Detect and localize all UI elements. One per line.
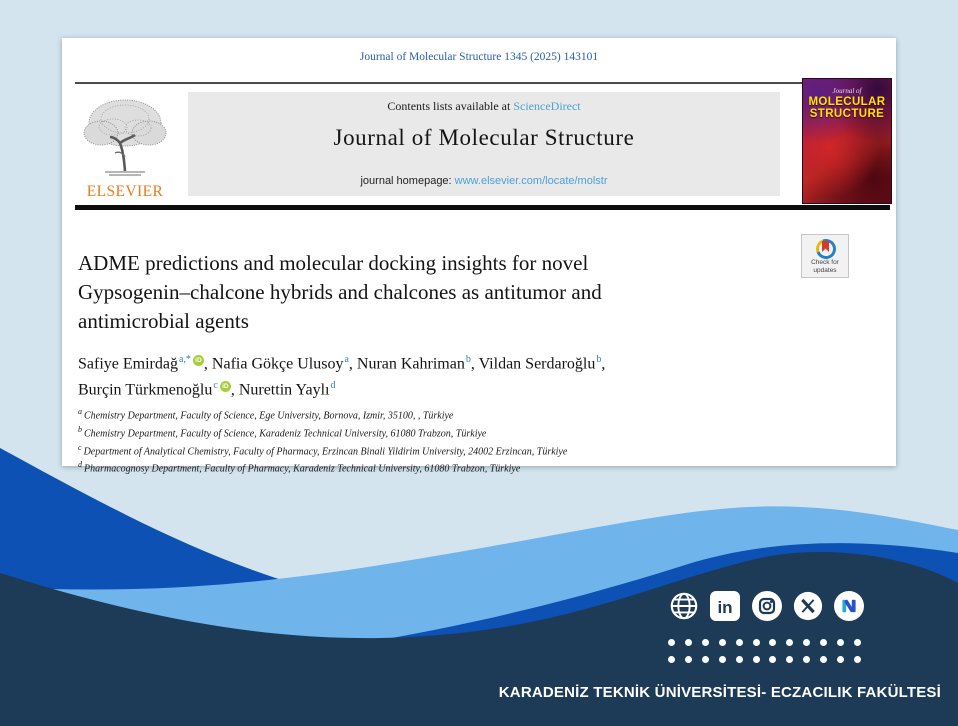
dot (685, 656, 692, 663)
dots-grid (668, 639, 861, 663)
linkedin-icon[interactable] (708, 589, 742, 623)
globe-icon[interactable] (668, 590, 700, 622)
affiliation-letter: a (78, 407, 82, 416)
article-title (78, 249, 602, 336)
author-line: Safiye Emirdağ$^{a,*}$ iD , Nafia Gökçe Ulusoy$^a$, Nuran Kahriman$^b$, Vildan Serdaroğlu$^b$, (78, 354, 606, 373)
title-line: antimicrobial agents (78, 309, 249, 333)
affiliation-line (78, 458, 567, 476)
journal-cover (802, 78, 892, 204)
dot (854, 656, 861, 663)
dot (820, 656, 827, 663)
title-line: Gypsogenin–chalcone hybrids and chalcones as antitumor and (78, 280, 602, 304)
svg-text:in: in (717, 598, 733, 617)
dot (736, 656, 743, 663)
dot (837, 656, 844, 663)
social-icons-row (668, 589, 866, 623)
badge-text: Check for updates (811, 259, 839, 274)
journal-title: Journal of Molecular Structure (333, 125, 635, 150)
top-rule (75, 82, 890, 84)
affiliation-line (78, 405, 567, 423)
masthead-box (188, 92, 780, 196)
dot (668, 639, 675, 646)
orcid-icon[interactable]: iD (220, 381, 231, 392)
author-affiliation-ref[interactable]: b (596, 354, 602, 365)
elsevier-logo (75, 93, 175, 201)
dot (753, 639, 760, 646)
elsevier-tree-icon (75, 93, 175, 179)
dot (837, 639, 844, 646)
dot (786, 656, 793, 663)
contents-line (188, 99, 780, 114)
dot (769, 656, 776, 663)
dot (854, 639, 861, 646)
dot (803, 639, 810, 646)
dot (769, 639, 776, 646)
title-line: ADME predictions and molecular docking insights for novel (78, 251, 589, 275)
affiliation-letter: c (78, 442, 82, 452)
dot (820, 639, 827, 646)
author-name: Vildan Serdaroğlu (478, 355, 596, 373)
author-name: Nuran Kahriman (356, 355, 465, 373)
n-logo-icon[interactable] (832, 589, 866, 623)
author-affiliation-ref[interactable]: a,* (178, 354, 191, 365)
affiliation-list (78, 405, 567, 476)
elsevier-wordmark: ELSEVIER (86, 183, 164, 200)
author-name: Burçin Türkmenoğlu (78, 381, 213, 399)
organization-name: KARADENİZ TEKNİK ÜNİVERSİTESİ- ECZACILIK FAKÜLTESİ (498, 684, 941, 701)
affiliation-text: Department of Analytical Chemistry, Faculty of Pharmacy, Erzincan Binali Yildirim University, 24002 Erzincan, Türkiye (83, 445, 568, 457)
dot (736, 639, 743, 646)
author-affiliation-ref[interactable]: c (213, 380, 218, 392)
affiliation-letter: b (78, 424, 82, 434)
dot (786, 639, 793, 646)
dot (685, 639, 692, 646)
homepage-prefix: journal homepage: (360, 175, 455, 187)
author-name: Nurettin Yaylı (238, 381, 330, 399)
dot (803, 656, 810, 663)
dot (668, 656, 675, 663)
affiliation-letter: d (78, 460, 82, 470)
affiliation-text: Pharmacognosy Department, Faculty of Pharmacy, Karadeniz Technical University, 61080 Trabzon, Türkiye (84, 463, 521, 475)
cover-title-line1: MOLECULAR (808, 96, 886, 108)
cover-title-line2: STRUCTURE (809, 108, 885, 120)
homepage-link[interactable]: www.elsevier.com/locate/molstr (454, 175, 608, 187)
masthead-rule (75, 205, 890, 210)
dot (719, 656, 726, 663)
instagram-icon[interactable] (750, 589, 784, 623)
contents-prefix: Contents lists available at (387, 99, 514, 113)
affiliation-line (78, 441, 567, 459)
author-affiliation-ref[interactable]: d (330, 380, 336, 392)
author-name: Nafia Gökçe Ulusoy (211, 355, 344, 373)
dot-row (668, 639, 861, 646)
homepage-line (188, 175, 780, 187)
author-affiliation-ref[interactable]: a (344, 354, 349, 365)
check-for-updates-badge[interactable] (801, 234, 849, 278)
orcid-icon[interactable]: iD (193, 355, 204, 366)
x-icon[interactable] (792, 590, 824, 622)
affiliation-text: Chemistry Department, Faculty of Science, Ege University, Bornova, Izmir, 35100, , Türkiye (84, 410, 454, 422)
dot (702, 656, 709, 663)
dot (719, 639, 726, 646)
dot (753, 656, 760, 663)
affiliation-line (78, 423, 567, 441)
author-affiliation-ref[interactable]: b (465, 354, 471, 365)
cover-journal-of: Journal of (832, 87, 862, 95)
sciencedirect-link[interactable]: ScienceDirect (513, 99, 581, 113)
paper-page (62, 38, 896, 475)
author-lines (78, 349, 605, 402)
affiliation-text: Chemistry Department, Faculty of Science, Karadeniz Technical University, 61080 Trabzon, Türkiye (84, 428, 487, 440)
author-line: Burçin Türkmenoğlu$^c$ iD , Nurettin Yaylı$^d$ (78, 380, 336, 399)
author-name: Safiye Emirdağ (78, 355, 178, 373)
dot-row (668, 656, 861, 663)
dot (702, 639, 709, 646)
journal-citation: Journal of Molecular Structure 1345 (2025) 143101 (359, 51, 599, 63)
